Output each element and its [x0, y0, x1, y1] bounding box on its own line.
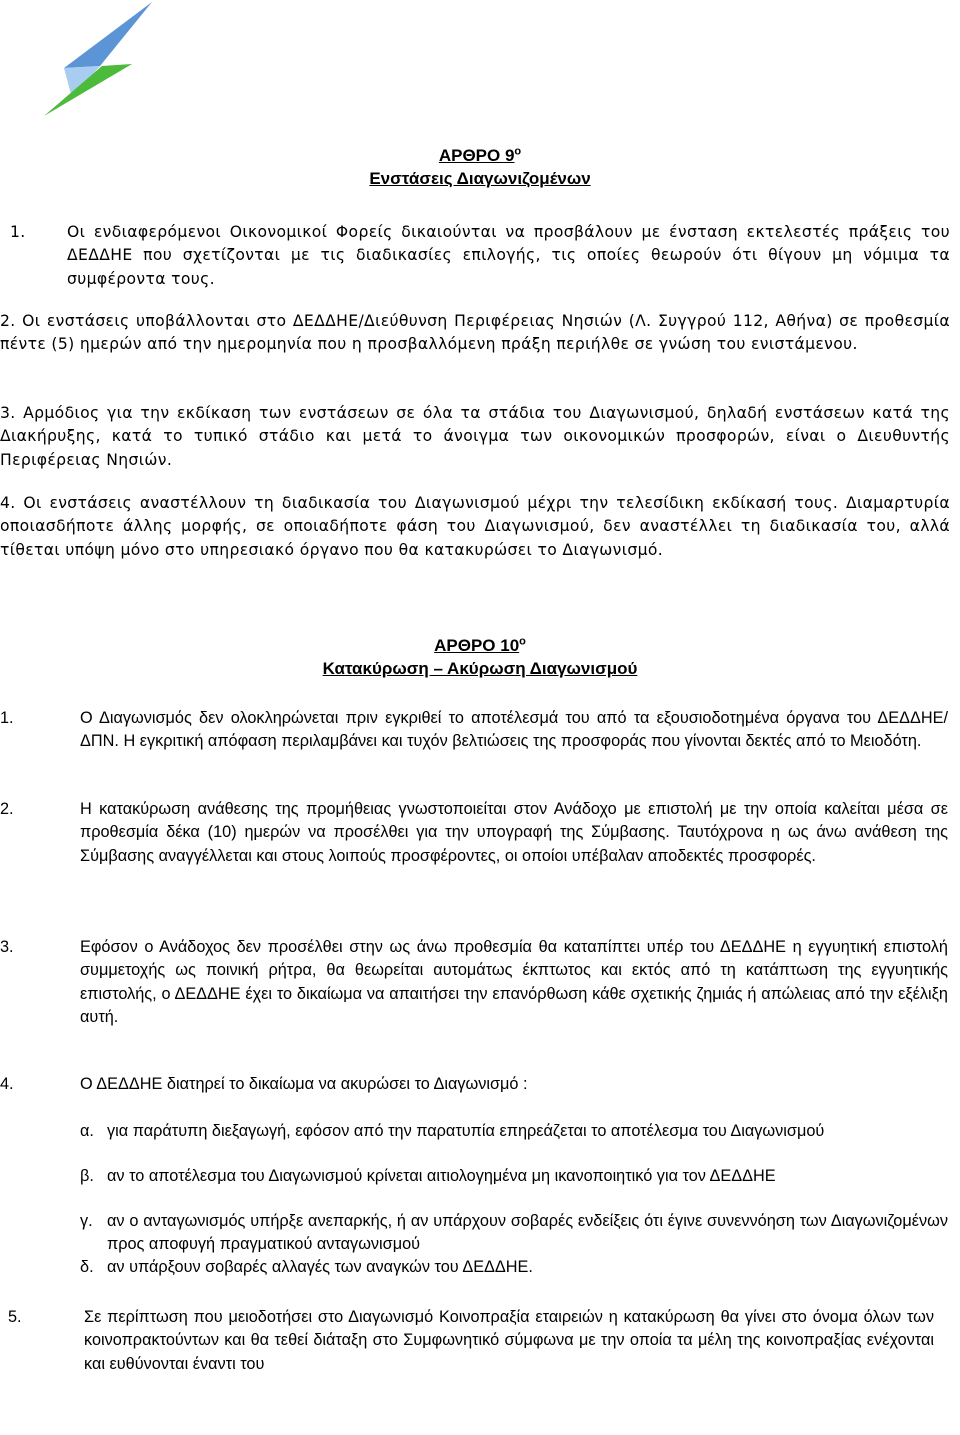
article-10-subitem-d [80, 1256, 948, 1279]
item-number: 3. [0, 404, 16, 422]
article-10-title-sup: ο [519, 635, 526, 648]
item-number: 5. [8, 1308, 22, 1326]
subitem-text: για παράτυπη διεξαγωγή, εφόσον από την παρατυπία επηρεάζεται το αποτέλεσμα του Διαγωνισμού [107, 1122, 825, 1140]
article-10-subtitle [0, 657, 960, 680]
item-number: 2. [0, 800, 14, 818]
article-10-subtitle-text: Κατακύρωση – Ακύρωση Διαγωνισμού [322, 659, 638, 678]
subitem-number: α. [80, 1122, 94, 1140]
item-text: Οι ενδιαφερόμενοι Οικονομικοί Φορείς δικαιούνται να προσβάλουν με ένσταση εκτελεστές πράξεις του ΔΕΔΔΗΕ που σχετίζονται με τις διαδικασίες επιλογής, τις οποίες θεωρούν ότι θίγουν μη νόμιμα τα συμφέροντα τους. [67, 223, 950, 288]
ddhe-lightning-logo-icon [40, 0, 165, 118]
item-text: Ο Διαγωνισμός δεν ολοκληρώνεται πριν εγκριθεί το αποτέλεσμά του από τα εξουσιοδοτημένα όργανα του ΔΕΔΔΗΕ/ΔΠΝ. Η εγκριτική απόφαση περιλαμβάνει και τυχόν βελτιώσεις της προσφοράς που γίνονται δεκτές από το Μειοδότη. [80, 709, 948, 751]
article-10-item-3 [0, 936, 948, 1029]
subitem-number: γ. [80, 1212, 93, 1230]
subitem-number: β. [80, 1167, 94, 1185]
article-9-subtitle-text: Ενστάσεις Διαγωνιζομένων [369, 169, 591, 188]
article-9-item-2 [0, 310, 950, 357]
subitem-text: αν ο ανταγωνισμός υπήρξε ανεπαρκής, ή αν υπάρχουν σοβαρές ενδείξεις ότι έγινε συνεννόηση των Διαγωνιζομένων προς αποφυγή πραγματικού ανταγωνισμού [107, 1212, 948, 1253]
subitem-text: αν υπάρξουν σοβαρές αλλαγές των αναγκών του ΔΕΔΔΗΕ. [107, 1258, 533, 1276]
item-number: 3. [0, 938, 14, 956]
article-9-subtitle [0, 167, 960, 190]
item-text: Ο ΔΕΔΔΗΕ διατηρεί το δικαίωμα να ακυρώσει το Διαγωνισμό : [80, 1075, 528, 1093]
item-number: 1. [10, 223, 26, 241]
item-text: Σε περίπτωση που μειοδοτήσει στο Διαγωνισμό Κοινοπραξία εταιρειών η κατακύρωση θα γίνει στο όνομα όλων των κοινοπρακτούντων και θα τεθεί διάταξη στο Συμφωνητικό σύμφωνα με την οποία τα μέλη της κοινοπραξίας ενέχονται και ευθύνονται έναντι του [84, 1308, 934, 1373]
article-10-subitem-b [80, 1165, 948, 1188]
subitem-text: αν το αποτέλεσμα του Διαγωνισμού κρίνεται αιτιολογημένα μη ικανοποιητικό για τον ΔΕΔΔΗΕ [107, 1167, 776, 1185]
article-9-item-1 [10, 221, 950, 291]
logo-blue-shape [64, 2, 152, 68]
item-number: 4. [0, 1075, 14, 1093]
item-text: Αρμόδιος για την εκδίκαση των ενστάσεων σε όλα τα στάδια του Διαγωνισμού, δηλαδή ενστάσεων κατά της Διακήρυξης, κατά το τυπικό στάδιο και μετά το άνοιγμα των οικονομικών προσφορών, είναι ο Διευθυντής Περιφέρειας Νησιών. [0, 404, 950, 469]
article-10-title-text: ΑΡΘΡΟ 10 [434, 636, 520, 655]
item-number: 1. [0, 709, 14, 727]
article-9-title [0, 144, 960, 167]
article-10-item-1 [0, 707, 948, 754]
article-10-item-5 [8, 1306, 934, 1376]
item-text: Οι ενστάσεις αναστέλλουν τη διαδικασία του Διαγωνισμού μέχρι την τελεσίδικη εκδίκασή τους. Διαμαρτυρία οποιασδήποτε άλλης μορφής, σε οποιαδήποτε φάση του Διαγωνισμού, δεν αναστέλλει τη διαδικασία του, αλλά τίθεται υπόψη μόνο στο υπηρεσιακό όργανο που θα κατακυρώσει το Διαγωνισμό. [0, 494, 951, 559]
article-10-item-4 [0, 1073, 948, 1096]
item-text: Οι ενστάσεις υποβάλλονται στο ΔΕΔΔΗΕ/Διεύθυνση Περιφέρειας Νησιών (Λ. Συγγρού 112, Αθήνα) σε προθεσμία πέντε (5) ημερών από την ημερομηνία που η προσβαλλόμενη πράξη περιήλθε σε γνώση του ενιστάμενου. [0, 312, 951, 354]
article-9-item-3 [0, 402, 950, 472]
item-text: Η κατακύρωση ανάθεσης της προμήθειας γνωστοποιείται στον Ανάδοχο με επιστολή με την οποία καλείται μέσα σε προθεσμία δέκα (10) ημερών να προσέλθει για την υπογραφή της Σύμβασης. Ταυτόχρονα η ως άνω ανάθεση της Σύμβασης αναγγέλλεται και στους λοιπούς προσφέροντες, οι οποίοι υπέβαλαν αποδεκτές προσφορές. [80, 800, 948, 865]
item-number: 2. [0, 312, 16, 330]
article-9-item-4 [0, 492, 950, 562]
article-10-subitem-c [80, 1210, 948, 1255]
item-number: 4. [0, 494, 16, 512]
article-9-title-text: ΑΡΘΡΟ 9 [438, 146, 515, 165]
article-10-item-2 [0, 798, 948, 868]
subitem-number: δ. [80, 1258, 94, 1276]
article-10-subitem-a [80, 1120, 948, 1143]
item-text: Εφόσον ο Ανάδοχος δεν προσέλθει στην ως άνω προθεσμία θα καταπίπτει υπέρ του ΔΕΔΔΗΕ η εγγυητική επιστολή συμμετοχής ως ποινική ρήτρα, θα θεωρείται αυτομάτως έκπτωτος και εκτός από τη κατάπτωση της εγγυητικής επιστολής, ο ΔΕΔΔΗΕ έχει το δικαίωμα να απαιτήσει την επανόρθωση κάθε σχετικής ζημιάς ή απώλειας από την εξέλιξη αυτή. [80, 938, 948, 1026]
article-10-title [0, 634, 960, 657]
article-9-title-sup: ο [514, 145, 522, 158]
